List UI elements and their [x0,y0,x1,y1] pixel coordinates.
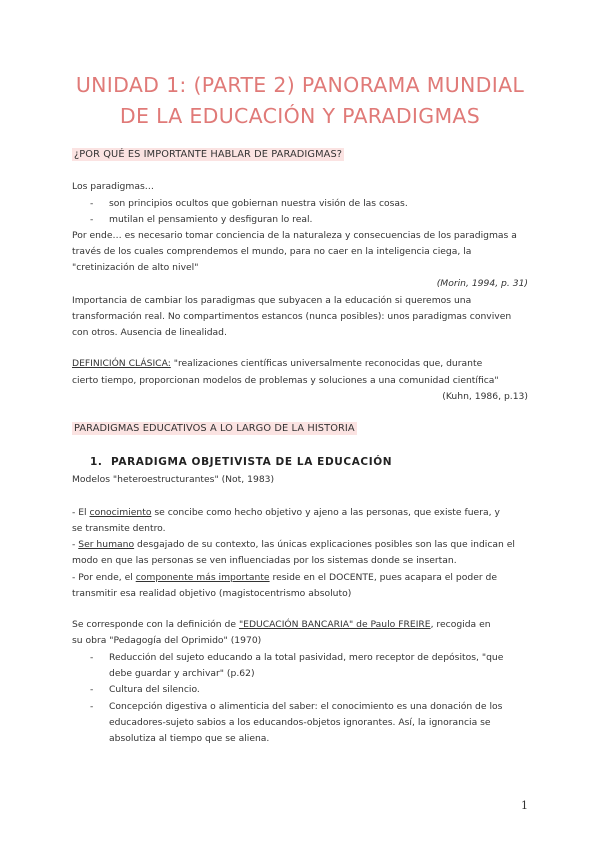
bullet-line: Reducción del sujeto educando a la total pasividad, mero receptor de depósitos, "que [109,652,504,663]
bullet-line: debe guardar y archivar" (p.62) [109,668,255,679]
paragraph-line: Por ende… es necesario tomar conciencia de la naturaleza y consecuencias de los paradigmas a [72,230,517,241]
definition-label: DEFINICIÓN CLÁSICA: [72,358,171,369]
section-heading-why [72,149,344,160]
bullet-dash: - [90,198,94,209]
point-knowledge: - El conocimiento se concibe como hecho objetivo y ajeno a las personas, que existe fuera, y [72,507,500,518]
definition-line-1 [72,357,482,370]
subheading-objectivist [90,456,392,468]
point-knowledge-cont: se transmite dentro. [72,523,166,534]
intro-text: Los paradigmas… [72,181,154,192]
subheading-number: 1. [90,456,103,468]
bullet-dash: - [90,214,94,225]
subheading-title: PARADIGMA OBJETIVISTA DE LA EDUCACIÓN [111,456,393,468]
bullet-text-2: mutilan el pensamiento y desfiguran lo real. [109,214,313,225]
underlined-term: "EDUCACIÓN BANCARIA" de Paulo FREIRE [238,619,431,630]
heading-highlight: ¿POR QUÉ ES IMPORTANTE HABLAR DE PARADIGMAS? [74,149,343,160]
bullet-text-1: son principios ocultos que gobiernan nuestra visión de las cosas. [109,198,408,209]
point-human-cont: modo en que las personas se ven influenciadas por los sistemas donde se insertan. [72,555,457,566]
bullet-dash: - [90,652,94,663]
paragraph-line: transformación real. No compartimentos estancos (nunca posibles): unos paradigmas conviven [72,311,512,322]
page-number: 1 [521,799,528,812]
freire-line-1: Se corresponde con la definición de "EDUCACIÓN BANCARIA" de Paulo FREIRE, recogida en [72,619,491,630]
bullet-line: Concepción digestiva o alimenticia del saber: el conocimiento es una donación de los [109,701,503,712]
paragraph-line: "cretinización de alto nivel" [72,262,199,273]
definition-line-2: cierto tiempo, proporcionan modelos de problemas y soluciones a una comunidad científica" [72,375,499,386]
bullet-line: educadores-sujeto sabios a los educandos-objetos ignorantes. Así, la ignorancia se [109,717,491,728]
title-line-2: DE LA EDUCACIÓN Y PARADIGMAS [119,104,481,128]
underlined-term: conocimiento [89,507,152,518]
bullet-line: Cultura del silencio. [109,684,200,695]
point-human: - Ser humano desgajado de su contexto, las únicas explicaciones posibles son las que indican el [72,539,515,550]
definition-text: "realizaciones científicas universalmente reconocidas que, durante [170,358,483,369]
paragraph-line: con otros. Ausencia de linealidad. [72,327,227,338]
underlined-term: Ser humano [78,539,135,550]
bullet-dash: - [90,684,94,695]
paragraph-line: Importancia de cambiar los paradigmas que subyacen a la educación si queremos una [72,295,472,306]
citation-kuhn: (Kuhn, 1986, p.13) [442,391,528,402]
section-heading-history [72,423,357,434]
models-line: Modelos "heteroestructurantes" (Not, 1983) [72,474,275,485]
citation-morin: (Morin, 1994, p. 31) [436,278,528,289]
title-line-1: UNIDAD 1: (PARTE 2) PANORAMA MUNDIAL [75,73,525,97]
paragraph-line: través de los cuales comprendemos el mundo, para no caer en la inteligencia ciega, la [72,246,472,257]
heading-highlight: PARADIGMAS EDUCATIVOS A LO LARGO DE LA HISTORIA [74,423,355,434]
point-component-cont: transmitir esa realidad objetivo (magistocentrismo absoluto) [72,588,352,599]
bullet-dash: - [90,701,94,712]
bullet-line: absolutiza al tiempo que se aliena. [109,733,270,744]
point-component: - Por ende, el componente más importante reside en el DOCENTE, pues acapara el poder de [72,572,498,583]
freire-line-2: su obra "Pedagogía del Oprimido" (1970) [72,635,262,646]
underlined-term: componente más importante [135,572,270,583]
